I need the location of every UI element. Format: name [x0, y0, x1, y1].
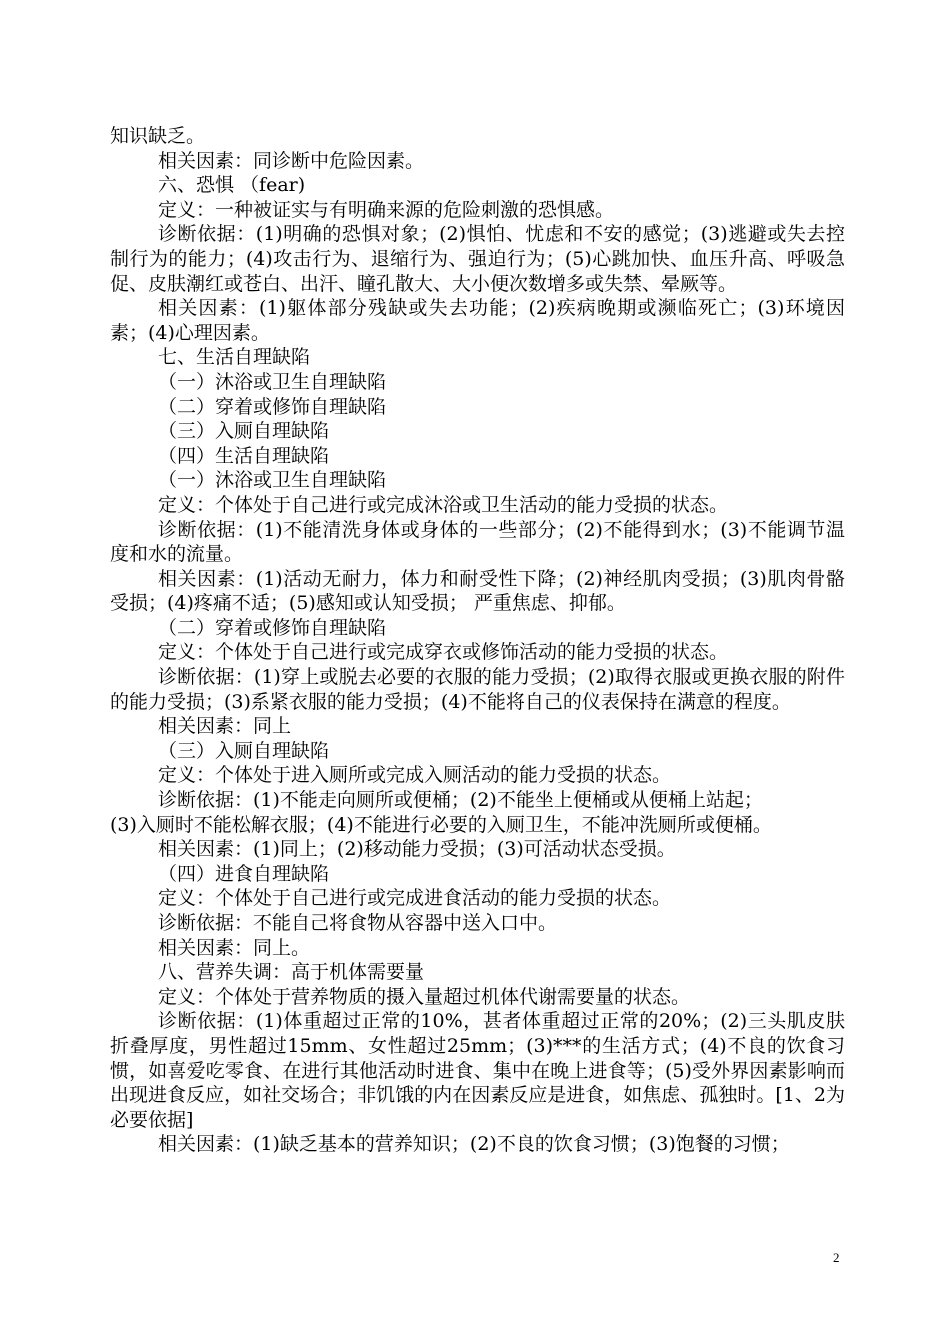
paragraph: 诊断依据：(1)不能清洗身体或身体的一些部分；(2)不能得到水；(3)不能调节温度和水的流量。	[110, 518, 845, 566]
page-number: 2	[833, 1250, 840, 1265]
section-heading: 八、营养失调：高于机体需要量	[158, 961, 425, 984]
subsection-heading: （二）穿着或修饰自理缺陷	[158, 395, 387, 418]
paragraph: 相关因素：同上。	[158, 936, 311, 959]
paragraph: 诊断依据：(1)体重超过正常的10%，甚者体重超过正常的20%；(2)三头肌皮肤折叠厚度，男性超过15mm、女性超过25mm；(3)***的生活方式；(4)不良的饮食习惯，如喜爱吃零食、在进行其他活动时进食、集中在晚上进食等；(5)受外界因素影响而出现进食反应，如社交场合；非饥饿的内在因素反应是进食，如焦虑、孤独时。[1、2为必要依据]	[110, 1010, 845, 1131]
paragraph: 相关因素：(1)缺乏基本的营养知识；(2)不良的饮食习惯；(3)饱餐的习惯；	[158, 1133, 790, 1156]
subsection-heading: （三）入厕自理缺陷	[158, 420, 330, 443]
paragraph: 诊断依据：(1)明确的恐惧对象；(2)惧怕、忧虑和不安的感觉；(3)逃避或失去控制行为的能力；(4)攻击行为、退缩行为、强迫行为；(5)心跳加快、血压升高、呼吸急促、皮肤潮红或苍白、出汗、瞳孔散大、大小便次数增多或失禁、晕厥等。	[110, 223, 845, 295]
paragraph: 诊断依据：(1)穿上或脱去必要的衣服的能力受损；(2)取得衣服或更换衣服的附件的能力受损；(3)系紧衣服的能力受损；(4)不能将自己的仪表保持在满意的程度。	[110, 666, 845, 713]
subsection-heading: （一）沐浴或卫生自理缺陷	[158, 370, 387, 393]
paragraph: 定义：个体处于进入厕所或完成入厕活动的能力受损的状态。	[158, 764, 672, 787]
paragraph: 诊断依据：不能自己将食物从容器中送入口中。	[158, 912, 558, 934]
paragraph: 相关因素：(1)同上；(2)移动能力受损；(3)可活动状态受损。	[158, 838, 676, 861]
paragraph: (3)入厕时不能松解衣服；(4)不能进行必要的入厕卫生，不能冲洗厕所或便桶。	[110, 813, 772, 836]
paragraph: 定义：个体处于自己进行或完成穿衣或修饰活动的能力受损的状态。	[158, 641, 729, 664]
section-heading: 六、恐惧 （fear)	[158, 174, 306, 197]
paragraph: 诊断依据：(1)不能走向厕所或便桶；(2)不能坐上便桶或从便桶上站起；	[158, 789, 763, 812]
paragraph: 定义：个体处于自己进行或完成进食活动的能力受损的状态。	[158, 887, 672, 910]
body-text	[110, 124, 845, 1157]
paragraph: 相关因素：(1)躯体部分残缺或失去功能；(2)疾病晚期或濒临死亡；(3)环境因素；(4)心理因素。	[110, 297, 845, 344]
paragraph: 相关因素：(1)活动无耐力，体力和耐受性下降；(2)神经肌肉受损；(3)肌肉骨骼受损；(4)疼痛不适；(5)感知或认知受损； 严重焦虑、抑郁。	[110, 567, 845, 615]
subsection-heading: （一）沐浴或卫生自理缺陷	[158, 469, 387, 492]
subsection-heading: （二）穿着或修饰自理缺陷	[158, 616, 387, 639]
paragraph: 知识缺乏。	[110, 125, 206, 147]
paragraph: 相关因素：同诊断中危险因素。	[158, 149, 425, 172]
subsection-heading: （三）入厕自理缺陷	[158, 739, 330, 762]
paragraph: 相关因素：同上	[158, 715, 292, 738]
section-heading: 七、生活自理缺陷	[158, 346, 311, 369]
paragraph: 定义：一种被证实与有明确来源的危险刺激的恐惧感。	[158, 198, 615, 221]
paragraph: 定义：个体处于自己进行或完成沐浴或卫生活动的能力受损的状态。	[158, 493, 729, 516]
paragraph: 定义：个体处于营养物质的摄入量超过机体代谢需要量的状态。	[158, 985, 691, 1008]
subsection-heading: （四）生活自理缺陷	[158, 444, 330, 467]
subsection-heading: （四）进食自理缺陷	[158, 862, 330, 885]
